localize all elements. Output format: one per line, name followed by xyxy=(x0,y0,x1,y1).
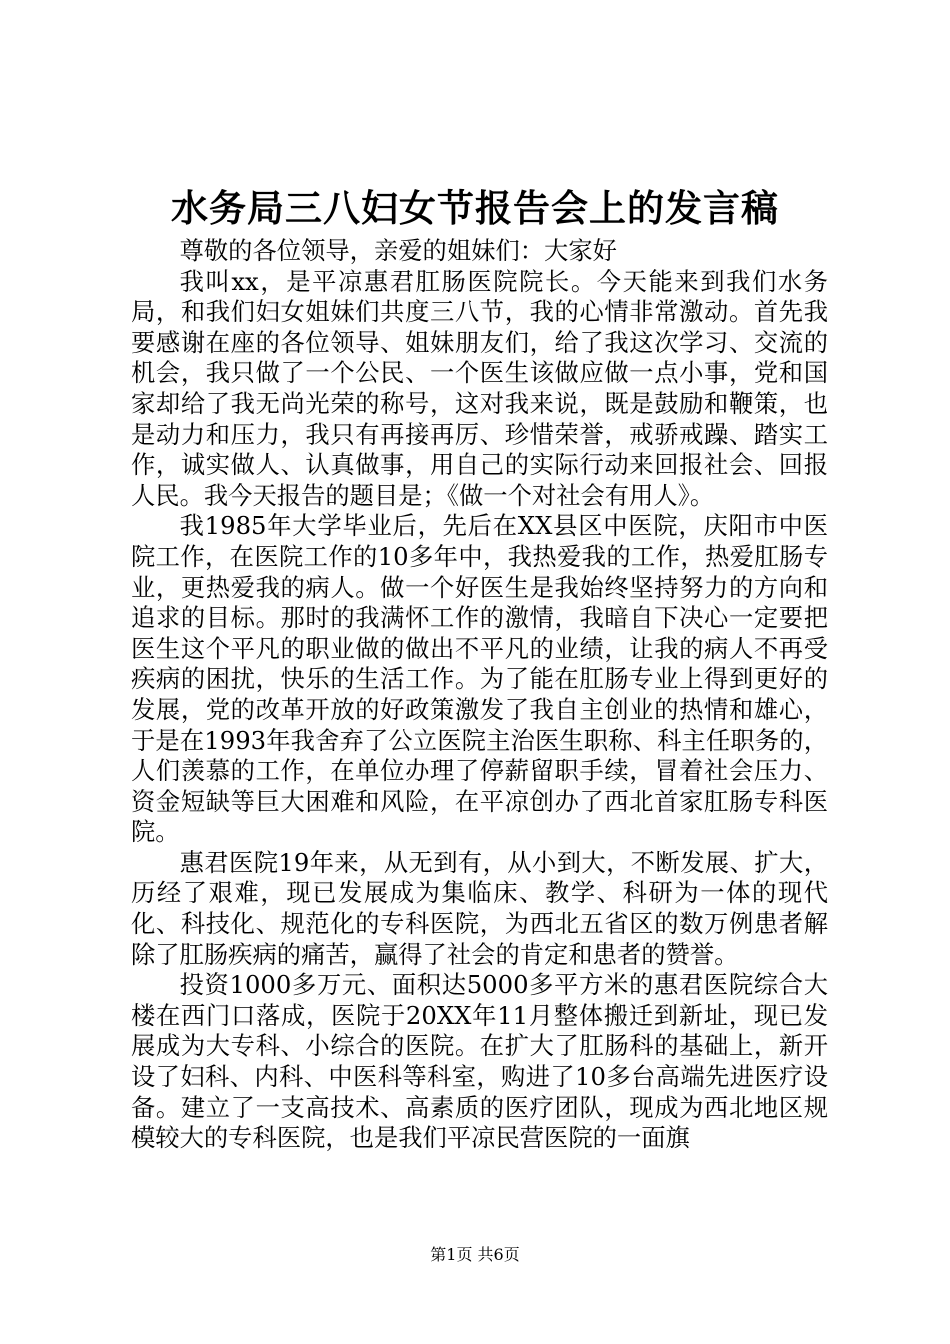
document-body xyxy=(131,236,828,1154)
paragraph-career-history: 我1985年大学毕业后，先后在XX县区中医院，庆阳市中医院工作，在医院工作的10多年中，我热爱我的工作，热爱肛肠专业，更热爱我的病人。做一个好医生是我始终坚持努力的方向和追求的目标。那时的我满怀工作的激情，我暗自下决心一定要把医生这个平凡的职业做的做出不平凡的业绩，让我的病人不再受疾病的困扰，快乐的生活工作。为了能在肛肠专业上得到更好的发展，党的改革开放的好政策激发了我自主创业的热情和雄心，于是在1993年我舍弃了公立医院主治医生职称、科主任职务的，人们羡慕的工作，在单位办理了停薪留职手续，冒着社会压力、资金短缺等巨大困难和风险，在平凉创办了西北首家肛肠专科医院。 xyxy=(131,511,828,847)
document-title: 水务局三八妇女节报告会上的发言稿 xyxy=(171,186,779,230)
paragraph-greeting: 尊敬的各位领导，亲爱的姐妹们：大家好 xyxy=(179,236,617,265)
paragraph-introduction: 我叫xx，是平凉惠君肛肠医院院长。今天能来到我们水务局，和我们妇女姐妹们共度三八节，我的心情非常激动。首先我要感谢在座的各位领导、姐妹朋友们，给了我这次学习、交流的机会，我只做了一个公民、一个医生该做应做一点小事，党和国家却给了我无尚光荣的称号，这对我来说，既是鼓励和鞭策，也是动力和压力，我只有再接再厉、珍惜荣誉，戒骄戒躁、踏实工作，诚实做人、认真做事，用自己的实际行动来回报社会、回报人民。我今天报告的题目是；《做一个对社会有用人》。 xyxy=(131,266,828,510)
page-number-footer: 第1页 共6页 xyxy=(430,1245,520,1264)
paragraph-hospital-development: 惠君医院19年来，从无到有，从小到大，不断发展、扩大，历经了艰难，现已发展成为集临床、教学、科研为一体的现代化、科技化、规范化的专科医院，为西北五省区的数万例患者解除了肛肠疾病的痛苦，赢得了社会的肯定和患者的赞誉。 xyxy=(131,847,828,969)
paragraph-new-building: 投资1000多万元、面积达5000多平方米的惠君医院综合大楼在西门口落成，医院于20XX年11月整体搬迁到新址，现已发展成为大专科、小综合的医院。在扩大了肛肠科的基础上，新开设了妇科、内科、中医科等科室，购进了10多台高端先进医疗设备。建立了一支高技术、高素质的医疗团队，现成为西北地区规模较大的专科医院，也是我们平凉民营医院的一面旗 xyxy=(131,970,828,1153)
